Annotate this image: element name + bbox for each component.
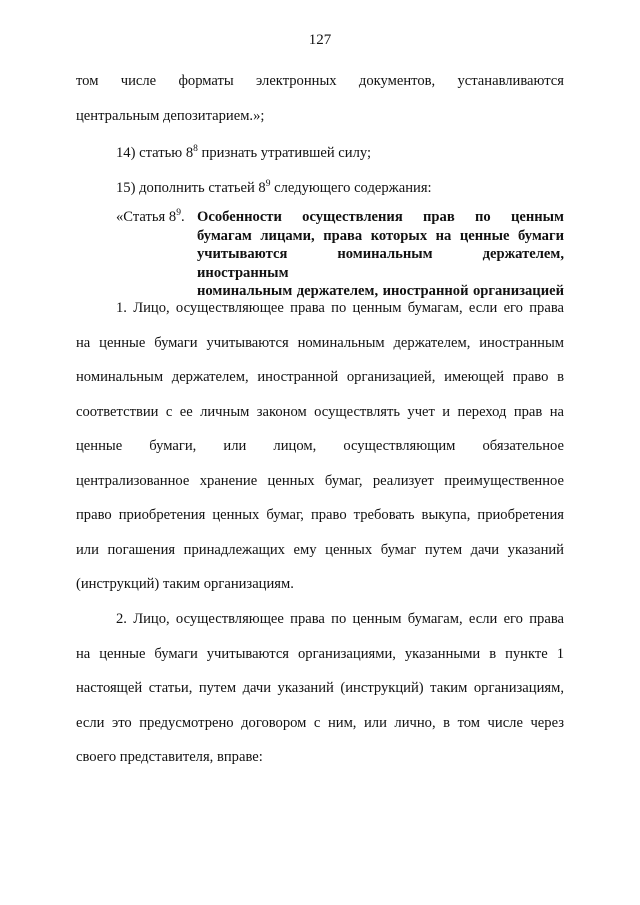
text-line: настоящей статьи, путем дачи указаний (инструкций) таким организациям,	[76, 680, 564, 696]
intro-paragraph	[76, 64, 564, 133]
article-label-end: .	[180, 209, 185, 225]
page-number: 127	[308, 32, 332, 48]
article-title	[197, 208, 564, 301]
article-title-line: номинальным держателем, иностранной организацией	[197, 283, 564, 300]
paragraph-1	[76, 291, 564, 602]
text-line: 1. Лицо, осуществляющее права по ценным бумагам, если его права	[116, 300, 564, 316]
text-line: (инструкций) таким организациям.	[76, 576, 294, 592]
article-superscript: 9	[176, 208, 181, 218]
text-line: том числе форматы электронных документов, устанавливаются	[76, 73, 564, 89]
item-15-suffix: следующего содержания:	[270, 180, 432, 196]
text-line: своего представителя, вправе:	[76, 749, 263, 765]
article-title-line: бумагам лицами, права которых на ценные бумаги	[197, 227, 564, 244]
item-14-suffix: признать утратившей силу;	[197, 145, 372, 161]
item-14	[116, 136, 564, 171]
text-line: если это предусмотрено договором с ним, или лично, в том числе через	[76, 714, 564, 731]
text-line: ценные бумаги, или лицом, осуществляющим обязательное	[76, 438, 564, 454]
text-line: право приобретения ценных бумаг, право требовать выкупа, приобретения	[76, 507, 564, 523]
text-line: номинальным держателем, иностранной организацией, имеющей право в	[76, 369, 564, 385]
item-15-prefix: 15) дополнить статьей 8	[116, 180, 266, 196]
paragraph-2	[76, 602, 564, 775]
item-15-superscript: 9	[265, 179, 271, 189]
item-14-prefix: 14) статью 8	[116, 145, 194, 161]
article-label: «Статья 8	[116, 209, 177, 225]
text-line: 2. Лицо, осуществляющее права по ценным бумагам, если его права	[116, 611, 564, 627]
text-line: или погашения принадлежащих ему ценных бумаг путем дачи указаний	[76, 541, 564, 558]
text-line: централизованное хранение ценных бумаг, реализует преимущественное	[76, 472, 564, 489]
text-line: центральным депозитарием.»;	[76, 107, 265, 124]
text-line: на ценные бумаги учитываются номинальным держателем, иностранным	[76, 334, 564, 351]
article-title-line: Особенности осуществления прав по ценным	[197, 209, 564, 225]
text-line: на ценные бумаги учитываются организациями, указанными в пункте 1	[76, 645, 564, 662]
article-title-line: учитываются номинальным держателем, иностранным	[197, 246, 564, 281]
text-line: соответствии с ее личным законом осуществлять учет и переход прав на	[76, 403, 564, 420]
item-14-superscript: 8	[193, 144, 198, 154]
item-15	[116, 171, 564, 206]
